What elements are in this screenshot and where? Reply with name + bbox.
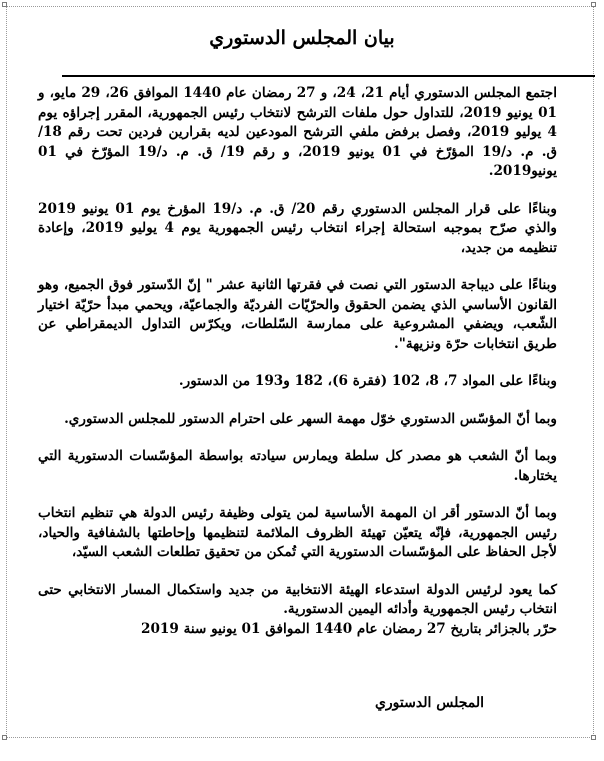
paragraph-head-of-state-duty: وبما أنّ الدستور أقر ان المهمة الأساسية لمن يتولى وظيفة رئيس الدولة هي تنظيم انتخاب رئيس الجمهورية، فإنّه يتعيّن تهيئة الظروف الملائمة لتنظيمها وإحاطتها بالشفافية والحياد، لأجل الحفاظ على المؤسّسات الدستورية التي تُمكن من تحقيق تطلعات الشعب السيّد، [38,505,557,560]
paragraph-meeting: اجتمع المجلس الدستوري أيام 21، 24، و 27 رمضان عام 1440 الموافق 26، 29 مايو، و 01 يونيو 2019، للتداول حول ملفات الترشح لانتخاب رئيس الجمهورية، المقرر إجراؤه يوم 4 يوليو 2019، وفصل برفض ملفي الترشح المودعين لديه بقرارين فردين تحت رقم 18/ ق. م. د/19 المؤرّخ في 01 يونيو 2019، و رقم 19/ ق. م. د/19 المؤرّخ في 01 يونيو2019. [38,85,558,179]
paragraph-electoral-process: كما يعود لرئيس الدولة استدعاء الهيئة الانتخابية من جديد واستكمال المسار الانتخابي حتى انتخاب رئيس الجمهورية وأدائه اليمين الدستورية. [38,581,557,617]
paragraph-people-sovereignty: وبما أنّ الشعب هو مصدر كل سلطة ويمارس سيادته بواسطة المؤسّسات الدستورية التي يختارها. [38,448,557,484]
paragraph-decision-20: وبناءًا على قرار المجلس الدستوري رقم 20/ ق. م. د/19 المؤرخ يوم 01 يونيو 2019 والذي صرّح بموجبه استحالة إجراء انتخاب رئيس الجمهورية يوم 4 يوليو 2019، وإعادة تنظيمه من جديد، [38,200,557,256]
resize-handle-bottom-right[interactable] [591,735,596,740]
paragraph-founder-mandate: وبما أنّ المؤسّس الدستوري خوّل مهمة السهر على احترام الدستور للمجلس الدستوري. [64,410,557,427]
signature: المجلس الدستوري [374,695,484,711]
title-divider [62,75,595,77]
paragraph-articles: وبناءًا على المواد 7، 8، 102 (فقرة 6)، 182 و193 من الدستور. [178,373,557,389]
resize-handle-bottom-left[interactable] [2,735,7,740]
paragraph-preamble: وبناءًا على ديباجة الدستور التي نصت في فقرتها الثانية عشر " إنّ الدّستور فوق الجميع، وهو القانون الأساسي الذي يضمن الحقوق والحرّيّات الفرديّة والجماعيّة، ويحمي مبدأ حرّيّة اختيار الشّعب، ويضفي المشروعية على ممارسة السّلطات، ويكرّس التداول الديمقراطي عن طريق انتخابات حرّة ونزيهة". [38,277,557,352]
resize-handle-top-left[interactable] [2,2,7,7]
document-title: بيان المجلس الدستوري [209,27,395,49]
resize-handle-top-right[interactable] [591,2,596,7]
date-line: حرّر بالجزائر بتاريخ 27 رمضان عام 1440 الموافق 01 يونيو سنة 2019 [141,620,557,637]
document-body [38,84,557,657]
